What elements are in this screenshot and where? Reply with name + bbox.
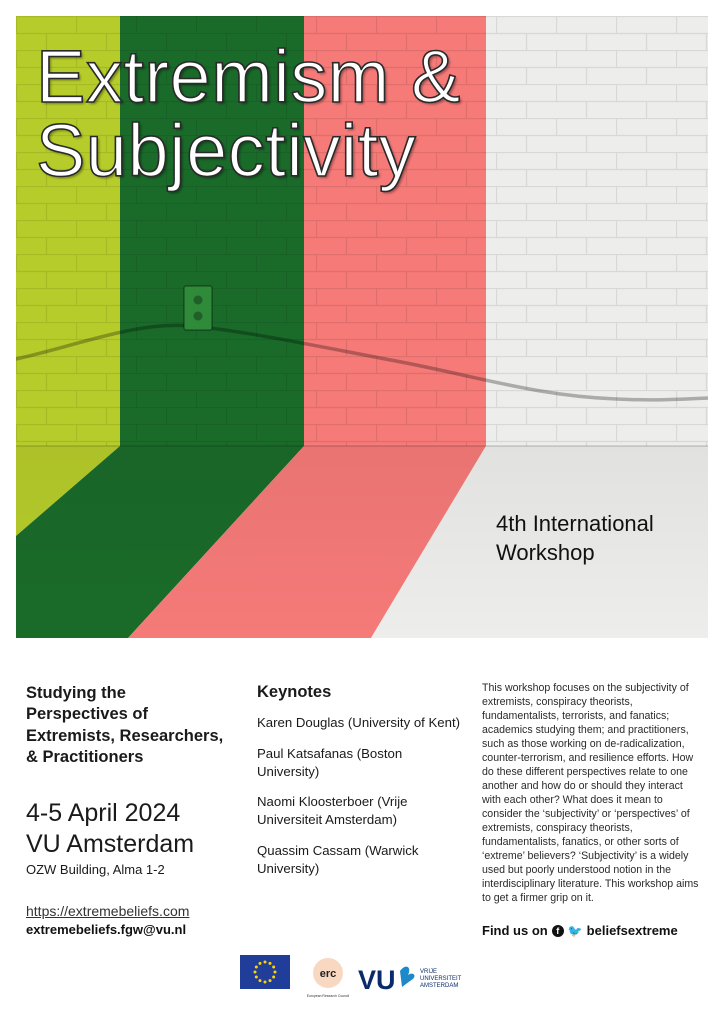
vu-logo-text: VU — [358, 965, 396, 995]
eu-star — [259, 962, 262, 965]
eu-star — [269, 962, 272, 965]
eu-star — [259, 979, 262, 982]
eu-star — [272, 966, 275, 969]
griffin-icon — [400, 967, 414, 987]
eu-star — [272, 976, 275, 979]
vu-amsterdam-logo — [356, 957, 476, 1001]
keynote-speaker: Quassim Cassam (Warwick University) — [257, 843, 419, 876]
title-line-2: Subjectivity — [36, 109, 417, 192]
details-column — [26, 683, 242, 769]
eu-star — [255, 976, 258, 979]
subtitle-line: Perspectives of — [26, 705, 148, 724]
vu-caption-line: AMSTERDAM — [420, 983, 459, 989]
eu-star — [264, 981, 267, 984]
social-links — [482, 923, 678, 938]
website-link[interactable]: https://extremebeliefs.com — [26, 903, 190, 919]
subtitle-line: & Practitioners — [26, 748, 144, 767]
keynote-speaker: Naomi Kloosterboer (Vrije Universiteit Amsterdam) — [257, 794, 408, 828]
eu-star — [269, 979, 272, 982]
poster-title — [36, 35, 461, 192]
workshop-subtitle — [26, 683, 242, 769]
event-venue: OZW Building, Alma 1-2 — [26, 862, 165, 877]
keynote-speaker: Karen Douglas (University of Kent) — [257, 715, 461, 730]
twitter-icon[interactable]: 🐦 — [567, 923, 583, 938]
workshop-line-1: 4th International — [496, 511, 654, 536]
erc-logo — [306, 955, 354, 1003]
outlet-box — [184, 286, 212, 330]
keynotes-heading: Keynotes — [257, 683, 332, 701]
contact-email[interactable]: extremebeliefs.fgw@vu.nl — [26, 922, 187, 937]
eu-flag-logo — [240, 955, 290, 989]
event-date-location — [26, 798, 194, 861]
eu-star — [255, 966, 258, 969]
eu-star — [264, 961, 267, 964]
social-handle[interactable]: beliefsextreme — [586, 923, 678, 938]
eu-star — [254, 971, 257, 974]
workshop-label — [496, 510, 654, 567]
subtitle-line: Studying the — [26, 684, 126, 702]
title-line-1: Extremism & — [36, 35, 461, 118]
vu-caption-line: UNIVERSITEIT — [420, 976, 462, 982]
eu-star — [274, 971, 277, 974]
event-city: VU Amsterdam — [26, 830, 195, 859]
workshop-description: This workshop focuses on the subjectivity of extremists, conspiracy theorists, fundamentalists, terrorists, and fanatics; academics studying them; and practitioners, such as those working on de-radicalization, counter-terrorism, and resilience efforts. How do these different perspectives relate to one another and how do or should they interact with each other? What does it mean to consider the ‘subjectivity’ or ‘perspectives’ of extremists, conspiracy theorists, fundamentalists, fanatics, or other sorts of ‘extreme’ believers? ‘Subjectivity’ is a widely used but poorly understood notion in the interdisciplinary literature. This workshop aims to get a firmer grip on it. — [482, 682, 699, 904]
find-us-label: Find us on — [482, 923, 548, 938]
keynotes-column — [257, 683, 467, 891]
erc-logo-caption: European Research Council — [306, 994, 350, 998]
keynote-speaker: Paul Katsafanas (Boston University) — [257, 745, 403, 779]
vu-caption-line: VRIJE — [420, 969, 438, 975]
workshop-line-2: Workshop — [496, 539, 595, 565]
erc-logo-text: erc — [319, 968, 337, 980]
facebook-icon[interactable]: f — [552, 925, 564, 937]
event-date: 4-5 April 2024 — [26, 799, 181, 827]
subtitle-line: Extremists, Researchers, — [26, 726, 224, 745]
